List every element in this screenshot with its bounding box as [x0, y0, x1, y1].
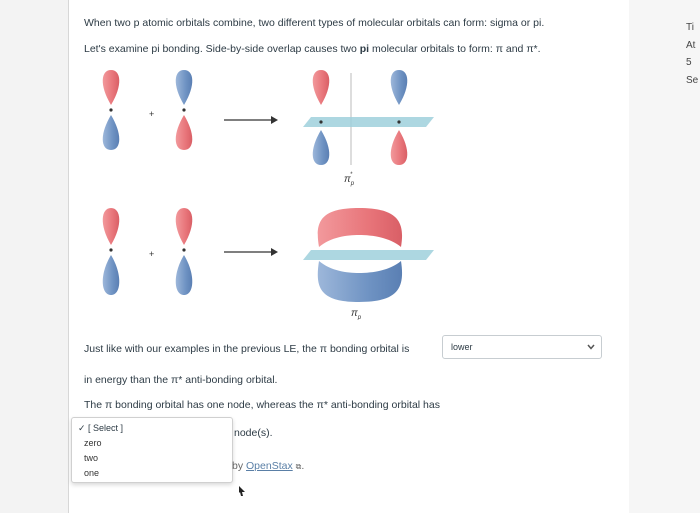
nodes-suffix: node(s). — [234, 427, 273, 439]
p-orbital-left-row2 — [103, 208, 120, 295]
dropdown-option-two[interactable]: two — [84, 453, 99, 463]
openstax-link[interactable]: OpenStax — [246, 460, 293, 472]
energy-select[interactable] — [442, 335, 602, 359]
antibonding-orbital — [303, 70, 434, 165]
energy-select-value: lower — [451, 342, 473, 352]
nodal-plane-bonding — [303, 250, 434, 260]
plus-sign-row1: + — [149, 109, 155, 119]
antibonding-label: $\pi_p*$ — [344, 172, 355, 187]
plus-sign-row2: + — [149, 249, 155, 259]
p-orbital-right-row2 — [176, 208, 193, 295]
intro-line-1: When two p atomic orbitals combine, two different types of molecular orbitals can form: sigma or pi. — [84, 17, 545, 29]
arrow-row2 — [224, 248, 278, 256]
bonding-label: $\pi_p$ — [351, 308, 362, 320]
nodes-dropdown-menu[interactable] — [71, 417, 233, 483]
credit: by OpenStax ⧉. — [232, 460, 305, 472]
side-item-2: 5 — [686, 57, 692, 68]
p-orbital-left-row1 — [103, 70, 120, 150]
dropdown-option-select[interactable]: ✓ [ Select ] — [78, 423, 124, 433]
pi-orbital-diagram — [89, 65, 509, 320]
dropdown-option-one[interactable]: one — [84, 468, 100, 478]
pi-bold: pi — [359, 43, 370, 55]
mouse-cursor-icon — [239, 486, 245, 496]
intro-line-2: Let's examine pi bonding. Side-by-side overlap causes two pi molecular orbitals to form: π and π*. — [84, 43, 541, 55]
nodal-plane — [303, 117, 434, 127]
p-orbital-right-row1 — [176, 70, 193, 150]
question-card — [68, 0, 630, 513]
paragraph-1-line-2: in energy than the π* anti-bonding orbital. — [84, 374, 278, 386]
right-sidebar — [629, 0, 700, 513]
dropdown-option-zero[interactable]: zero — [84, 438, 102, 448]
arrow-row1 — [224, 116, 278, 124]
bonding-orbital — [303, 208, 434, 302]
chevron-down-icon — [587, 343, 595, 351]
external-link-icon: ⧉ — [295, 462, 302, 471]
side-item-3: Se — [686, 75, 699, 86]
paragraph-2: The π bonding orbital has one node, whereas the π* anti-bonding orbital has — [84, 399, 440, 411]
paragraph-1-line-1: Just like with our examples in the previous LE, the π bonding orbital is — [84, 343, 410, 355]
side-item-0: Ti — [686, 22, 694, 33]
side-item-1: At — [686, 40, 696, 51]
